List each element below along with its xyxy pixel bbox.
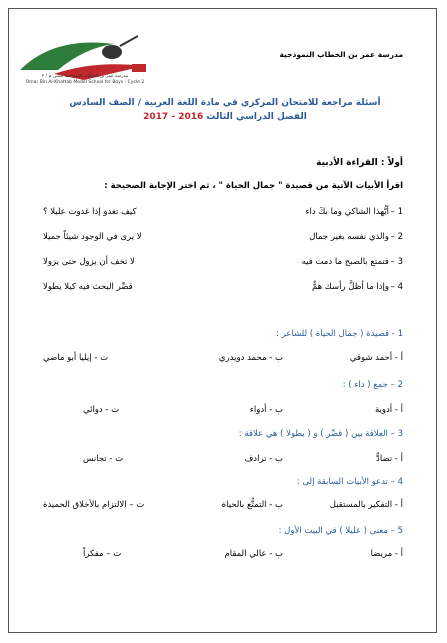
verse-second-half: كيف تغدو إذا غدوت عليلا ؟: [43, 207, 137, 217]
verse-first-half: وإذا ما أظلَّ رأسك همٌّ: [311, 282, 389, 292]
logo-dark-shape: [102, 45, 122, 59]
option-a[interactable]: أ - تضادٌّ: [376, 454, 403, 464]
section-heading: أولاً : القراءة الأدبية: [316, 158, 403, 168]
verse-first-half: والذي نفسه بغير جمال: [309, 232, 389, 242]
option-a[interactable]: أ - أحمد شوقي: [349, 353, 403, 363]
verse-row: [43, 207, 403, 221]
question-3: 3 – العلاقة بين ( قصِّر ) و ( يطولا ) هي علاقة :: [238, 429, 403, 439]
logo-block: [132, 64, 146, 72]
question-1: 1 - قصيدة ( جمال الحياة ) للشاعر :: [276, 329, 403, 339]
logo-caption-en: Omar Bin Al-Khattab Model School for Boys - Cycle 2: [25, 80, 145, 85]
option-c[interactable]: ت - تجانس: [83, 454, 124, 464]
verse-second-half: قصِّر البحث فيه كيلا يطولا: [43, 282, 133, 292]
verse-row: [43, 232, 403, 246]
logo-caption-ar: مدرسة عمر بن الخطاب النموذجية للبنين م / ٢: [41, 74, 129, 79]
option-b[interactable]: ب - عالي المقام: [224, 549, 283, 559]
question-4: 4 – تدعو الأبيات السابقة إلى :: [296, 477, 403, 487]
option-b[interactable]: ب - ترادف: [244, 454, 283, 464]
school-logo: [14, 30, 154, 100]
verse-first-half: أيُّهذا الشاكي وما بكَ داء: [305, 207, 389, 217]
verse-number: 4 –: [390, 282, 403, 292]
option-a[interactable]: أ - مريضا: [370, 549, 403, 559]
verse-second-half: لا تخف أن يزول حتى يزولا: [43, 257, 135, 267]
verse-first-half: فتمتع بالصبح ما دمت فيه: [301, 257, 389, 267]
options-row: [43, 454, 403, 468]
option-c[interactable]: ت – الالتزام بالأخلاق الحميدة: [43, 500, 145, 510]
verse-number: 1 –: [390, 207, 403, 217]
option-c[interactable]: ت – مفكراً: [83, 549, 122, 559]
verse-number: 2 –: [390, 232, 403, 242]
option-b[interactable]: ب - أدواء: [249, 405, 283, 415]
verse-row: [43, 257, 403, 271]
verse-second-half: لا يرى في الوجود شيئاً جميلا: [43, 232, 142, 242]
options-row: [43, 353, 403, 367]
school-year: 2016 - 2017: [143, 112, 204, 122]
question-5: 5 – معنى ( عليلا ) في البيت الأول :: [278, 526, 403, 536]
option-a[interactable]: أ - التفكير بالمستقبل: [329, 500, 403, 510]
option-b[interactable]: ب - محمد دويدري: [218, 353, 283, 363]
options-row: [43, 549, 403, 563]
option-a[interactable]: أ - أدوية: [374, 405, 403, 415]
section-instruction: اقرأ الأبيات الآتية من قصيدة " جمال الحياة " ، ثم اختر الإجابة الصحيحة :: [104, 181, 403, 191]
logo-caption: [16, 74, 154, 86]
verse-number: 3 –: [390, 257, 403, 267]
logo-pen: [120, 36, 138, 46]
option-c[interactable]: ت - إيليا أبو ماضي: [43, 353, 109, 363]
term-label: الفصل الدراسي الثالث: [206, 112, 307, 122]
option-b[interactable]: ب - التمتُّع بالحياة: [221, 500, 283, 510]
question-2: 2 – جمع ( داء ) :: [342, 380, 403, 390]
verse-row: [43, 282, 403, 296]
exam-term-line: [25, 112, 425, 122]
options-row: [43, 405, 403, 419]
exam-title: أسئلة مراجعة للامتحان المركزي في مادة اللغة العربية / الصف السادس: [69, 98, 381, 108]
option-c[interactable]: ت - دوائي: [83, 405, 120, 415]
school-name: مدرسة عمر بن الخطاب النموذجية: [279, 50, 403, 59]
options-row: [43, 500, 403, 514]
